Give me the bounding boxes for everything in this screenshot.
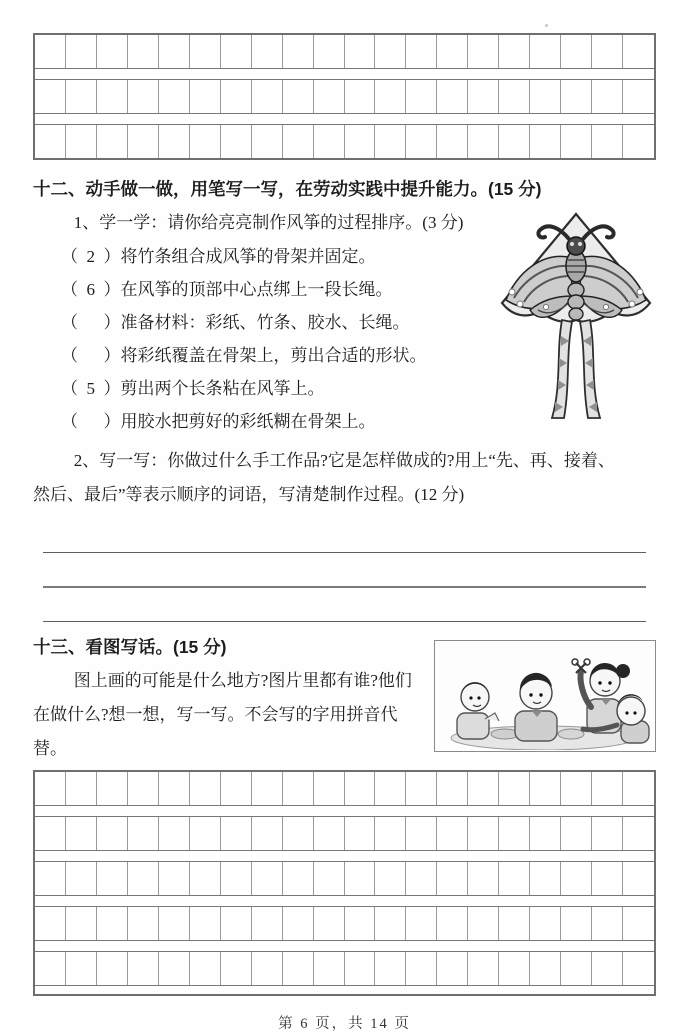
writing-cell[interactable]: [283, 862, 314, 895]
writing-cell[interactable]: [499, 35, 530, 68]
writing-cell[interactable]: [592, 80, 623, 113]
step-order-blank[interactable]: 6: [86, 280, 95, 299]
writing-cell[interactable]: [252, 907, 283, 940]
writing-cell[interactable]: [66, 817, 97, 850]
kite-step-item: （ 5 ）剪出两个长条粘在风筝上。: [33, 372, 656, 405]
writing-cell[interactable]: [221, 772, 252, 805]
writing-cell[interactable]: [406, 862, 437, 895]
writing-cell[interactable]: [437, 817, 468, 850]
writing-cell[interactable]: [190, 862, 221, 895]
writing-cell[interactable]: [283, 125, 314, 158]
writing-cell[interactable]: [468, 952, 499, 985]
writing-cell[interactable]: [375, 952, 406, 985]
writing-cell[interactable]: [437, 952, 468, 985]
writing-cell[interactable]: [406, 907, 437, 940]
step-text: 剪出两个长条粘在风筝上。: [120, 379, 325, 398]
writing-cell[interactable]: [345, 952, 376, 985]
writing-cell[interactable]: [561, 907, 592, 940]
writing-cell[interactable]: [561, 35, 592, 68]
writing-cell[interactable]: [159, 35, 190, 68]
writing-cell[interactable]: [406, 125, 437, 158]
writing-cell[interactable]: [499, 80, 530, 113]
writing-grid-row: [35, 125, 654, 158]
children-crafting-illustration: [434, 640, 656, 752]
writing-cell[interactable]: [468, 125, 499, 158]
writing-cell[interactable]: [283, 907, 314, 940]
writing-cell[interactable]: [561, 125, 592, 158]
writing-cell[interactable]: [128, 772, 159, 805]
writing-cell[interactable]: [252, 817, 283, 850]
writing-cell[interactable]: [159, 862, 190, 895]
writing-cell[interactable]: [623, 125, 654, 158]
writing-cell[interactable]: [437, 772, 468, 805]
writing-cell[interactable]: [406, 817, 437, 850]
writing-cell[interactable]: [375, 125, 406, 158]
writing-cell[interactable]: [283, 952, 314, 985]
writing-cell[interactable]: [252, 952, 283, 985]
writing-cell[interactable]: [35, 952, 66, 985]
writing-cell[interactable]: [375, 907, 406, 940]
writing-cell[interactable]: [128, 862, 159, 895]
writing-cell[interactable]: [66, 125, 97, 158]
writing-cell[interactable]: [530, 952, 561, 985]
grid-gap-row: [35, 851, 654, 862]
writing-cell[interactable]: [345, 907, 376, 940]
writing-cell[interactable]: [314, 952, 345, 985]
writing-cell[interactable]: [221, 125, 252, 158]
writing-cell[interactable]: [406, 80, 437, 113]
writing-cell[interactable]: [190, 907, 221, 940]
writing-cell[interactable]: [252, 862, 283, 895]
writing-cell[interactable]: [190, 80, 221, 113]
writing-cell[interactable]: [406, 952, 437, 985]
answer-line[interactable]: [43, 553, 646, 588]
writing-cell[interactable]: [128, 125, 159, 158]
writing-cell[interactable]: [159, 817, 190, 850]
writing-grid-top: [33, 33, 656, 160]
writing-cell[interactable]: [345, 817, 376, 850]
writing-grid-row: [35, 80, 654, 114]
writing-cell[interactable]: [345, 35, 376, 68]
writing-cell[interactable]: [97, 125, 128, 158]
writing-cell[interactable]: [375, 35, 406, 68]
step-text: 在风筝的顶部中心点绑上一段长绳。: [120, 280, 393, 299]
writing-cell[interactable]: [35, 817, 66, 850]
grid-gap-row: [35, 806, 654, 817]
writing-cell[interactable]: [592, 907, 623, 940]
writing-cell[interactable]: [623, 80, 654, 113]
writing-cell[interactable]: [190, 35, 221, 68]
writing-cell[interactable]: [468, 80, 499, 113]
grid-gap-row: [35, 69, 654, 80]
writing-cell[interactable]: [530, 907, 561, 940]
writing-cell[interactable]: [221, 80, 252, 113]
kite-step-item: （ 2 ）将竹条组合成风筝的骨架并固定。: [33, 240, 656, 273]
writing-cell[interactable]: [314, 817, 345, 850]
writing-cell[interactable]: [35, 35, 66, 68]
section-13-title: 十三、看图写话。(15 分): [33, 637, 227, 657]
writing-cell[interactable]: [252, 772, 283, 805]
writing-cell[interactable]: [97, 817, 128, 850]
writing-cell[interactable]: [468, 817, 499, 850]
writing-cell[interactable]: [314, 35, 345, 68]
writing-cell[interactable]: [499, 907, 530, 940]
section-12-q1: 1、学一学：请你给亮亮制作风筝的过程排序。(3 分): [73, 213, 464, 232]
writing-cell[interactable]: [499, 952, 530, 985]
writing-cell[interactable]: [468, 772, 499, 805]
writing-cell[interactable]: [375, 862, 406, 895]
writing-cell[interactable]: [66, 907, 97, 940]
writing-cell[interactable]: [468, 862, 499, 895]
scan-speck: [545, 24, 548, 27]
writing-cell[interactable]: [159, 952, 190, 985]
writing-cell[interactable]: [623, 952, 654, 985]
writing-cell[interactable]: [283, 772, 314, 805]
writing-grid-row: [35, 772, 654, 806]
kite-steps-list: [33, 240, 656, 438]
writing-cell[interactable]: [623, 907, 654, 940]
writing-cell[interactable]: [592, 817, 623, 850]
kite-step-item: （ ）准备材料：彩纸、竹条、胶水、长绳。: [61, 313, 410, 332]
writing-cell[interactable]: [252, 80, 283, 113]
writing-cell[interactable]: [221, 952, 252, 985]
writing-cell[interactable]: [66, 35, 97, 68]
writing-cell[interactable]: [35, 125, 66, 158]
writing-cell[interactable]: [468, 907, 499, 940]
writing-cell[interactable]: [159, 907, 190, 940]
writing-grid-row: [35, 907, 654, 941]
section-12-title: 十二、动手做一做，用笔写一写，在劳动实践中提升能力。(15 分): [33, 179, 542, 199]
grid-gap-row: [35, 114, 654, 125]
step-order-blank[interactable]: 2: [86, 247, 95, 266]
writing-cell[interactable]: [499, 817, 530, 850]
writing-cell[interactable]: [283, 80, 314, 113]
writing-cell[interactable]: [499, 125, 530, 158]
writing-cell[interactable]: [623, 862, 654, 895]
writing-cell[interactable]: [437, 35, 468, 68]
writing-grid-row: [35, 35, 654, 69]
kite-step-item: （ ）将彩纸覆盖在骨架上，剪出合适的形状。: [61, 346, 427, 365]
writing-cell[interactable]: [623, 817, 654, 850]
writing-cell[interactable]: [221, 35, 252, 68]
writing-cell[interactable]: [345, 125, 376, 158]
writing-cell[interactable]: [252, 125, 283, 158]
answer-line[interactable]: [43, 519, 646, 553]
writing-cell[interactable]: [221, 862, 252, 895]
writing-cell[interactable]: [128, 952, 159, 985]
writing-cell[interactable]: [314, 125, 345, 158]
writing-cell[interactable]: [561, 952, 592, 985]
writing-cell[interactable]: [190, 817, 221, 850]
writing-cell[interactable]: [530, 125, 561, 158]
writing-cell[interactable]: [97, 772, 128, 805]
writing-cell[interactable]: [97, 952, 128, 985]
writing-cell[interactable]: [314, 907, 345, 940]
writing-cell[interactable]: [468, 35, 499, 68]
grid-gap-row: [35, 896, 654, 907]
kite-step-item: （ 6 ）在风筝的顶部中心点绑上一段长绳。: [33, 273, 656, 306]
writing-cell[interactable]: [97, 80, 128, 113]
writing-cell[interactable]: [35, 772, 66, 805]
writing-cell[interactable]: [252, 35, 283, 68]
writing-cell[interactable]: [375, 772, 406, 805]
writing-cell[interactable]: [530, 35, 561, 68]
writing-cell[interactable]: [561, 862, 592, 895]
writing-cell[interactable]: [35, 907, 66, 940]
writing-cell[interactable]: [437, 907, 468, 940]
writing-cell[interactable]: [623, 772, 654, 805]
writing-cell[interactable]: [561, 772, 592, 805]
writing-cell[interactable]: [190, 952, 221, 985]
writing-cell[interactable]: [221, 907, 252, 940]
writing-cell[interactable]: [592, 125, 623, 158]
section-13: [33, 634, 656, 766]
writing-cell[interactable]: [66, 80, 97, 113]
writing-cell[interactable]: [592, 952, 623, 985]
writing-cell[interactable]: [314, 80, 345, 113]
answer-lines: [43, 519, 646, 622]
writing-cell[interactable]: [283, 35, 314, 68]
writing-cell[interactable]: [345, 80, 376, 113]
q2-line-1: 2、写一写：你做过什么手工作品?它是怎样做成的?用上“先、再、接着、: [73, 451, 615, 470]
writing-cell[interactable]: [314, 862, 345, 895]
writing-cell[interactable]: [561, 80, 592, 113]
writing-cell[interactable]: [375, 817, 406, 850]
writing-cell[interactable]: [66, 772, 97, 805]
writing-cell[interactable]: [190, 772, 221, 805]
step-text: 准备材料：彩纸、竹条、胶水、长绳。: [120, 313, 410, 332]
writing-cell[interactable]: [592, 862, 623, 895]
grid-gap-row: [35, 941, 654, 952]
writing-grid-bottom: [33, 770, 656, 996]
writing-cell[interactable]: [97, 862, 128, 895]
writing-cell[interactable]: [190, 125, 221, 158]
step-text: 将彩纸覆盖在骨架上，剪出合适的形状。: [120, 346, 427, 365]
page-number: 第 6 页，共 14 页: [278, 1016, 411, 1032]
grid-tail-strip: [35, 986, 654, 994]
answer-line[interactable]: [43, 588, 646, 622]
writing-cell[interactable]: [159, 80, 190, 113]
writing-cell[interactable]: [623, 35, 654, 68]
writing-cell[interactable]: [406, 772, 437, 805]
butterfly-kite-illustration: [490, 208, 662, 428]
writing-grid-row: [35, 952, 654, 986]
writing-cell[interactable]: [128, 907, 159, 940]
writing-cell[interactable]: [592, 772, 623, 805]
writing-cell[interactable]: [530, 80, 561, 113]
writing-cell[interactable]: [66, 862, 97, 895]
writing-grid-row: [35, 817, 654, 851]
writing-cell[interactable]: [128, 35, 159, 68]
writing-cell[interactable]: [159, 772, 190, 805]
writing-cell[interactable]: [406, 35, 437, 68]
q2-line-2: 然后、最后”等表示顺序的词语，写清楚制作过程。(12 分): [33, 485, 465, 504]
step-order-blank[interactable]: 5: [86, 379, 95, 398]
writing-cell[interactable]: [530, 862, 561, 895]
writing-cell[interactable]: [561, 817, 592, 850]
step-text: 用胶水把剪好的彩纸糊在骨架上。: [120, 412, 376, 431]
writing-cell[interactable]: [375, 80, 406, 113]
writing-grid-row: [35, 862, 654, 896]
writing-cell[interactable]: [530, 772, 561, 805]
writing-cell[interactable]: [314, 772, 345, 805]
step-text: 将竹条组合成风筝的骨架并固定。: [120, 247, 376, 266]
writing-cell[interactable]: [35, 80, 66, 113]
writing-cell[interactable]: [35, 862, 66, 895]
writing-cell[interactable]: [159, 125, 190, 158]
writing-cell[interactable]: [66, 952, 97, 985]
writing-cell[interactable]: [592, 35, 623, 68]
section-13-prompt: 图上画的可能是什么地方?图片里都有谁?他们在做什么?想一想，写一写。不会写的字用拼音代替。: [33, 671, 412, 758]
writing-cell[interactable]: [283, 817, 314, 850]
writing-cell[interactable]: [128, 80, 159, 113]
writing-cell[interactable]: [530, 817, 561, 850]
writing-cell[interactable]: [499, 772, 530, 805]
writing-cell[interactable]: [437, 862, 468, 895]
kite-step-item: （ ）用胶水把剪好的彩纸糊在骨架上。: [61, 412, 376, 431]
writing-cell[interactable]: [345, 772, 376, 805]
writing-cell[interactable]: [437, 80, 468, 113]
writing-cell[interactable]: [128, 817, 159, 850]
writing-cell[interactable]: [221, 817, 252, 850]
writing-cell[interactable]: [97, 907, 128, 940]
writing-cell[interactable]: [97, 35, 128, 68]
writing-cell[interactable]: [345, 862, 376, 895]
section-12-q2: [33, 444, 656, 512]
writing-cell[interactable]: [437, 125, 468, 158]
writing-cell[interactable]: [499, 862, 530, 895]
